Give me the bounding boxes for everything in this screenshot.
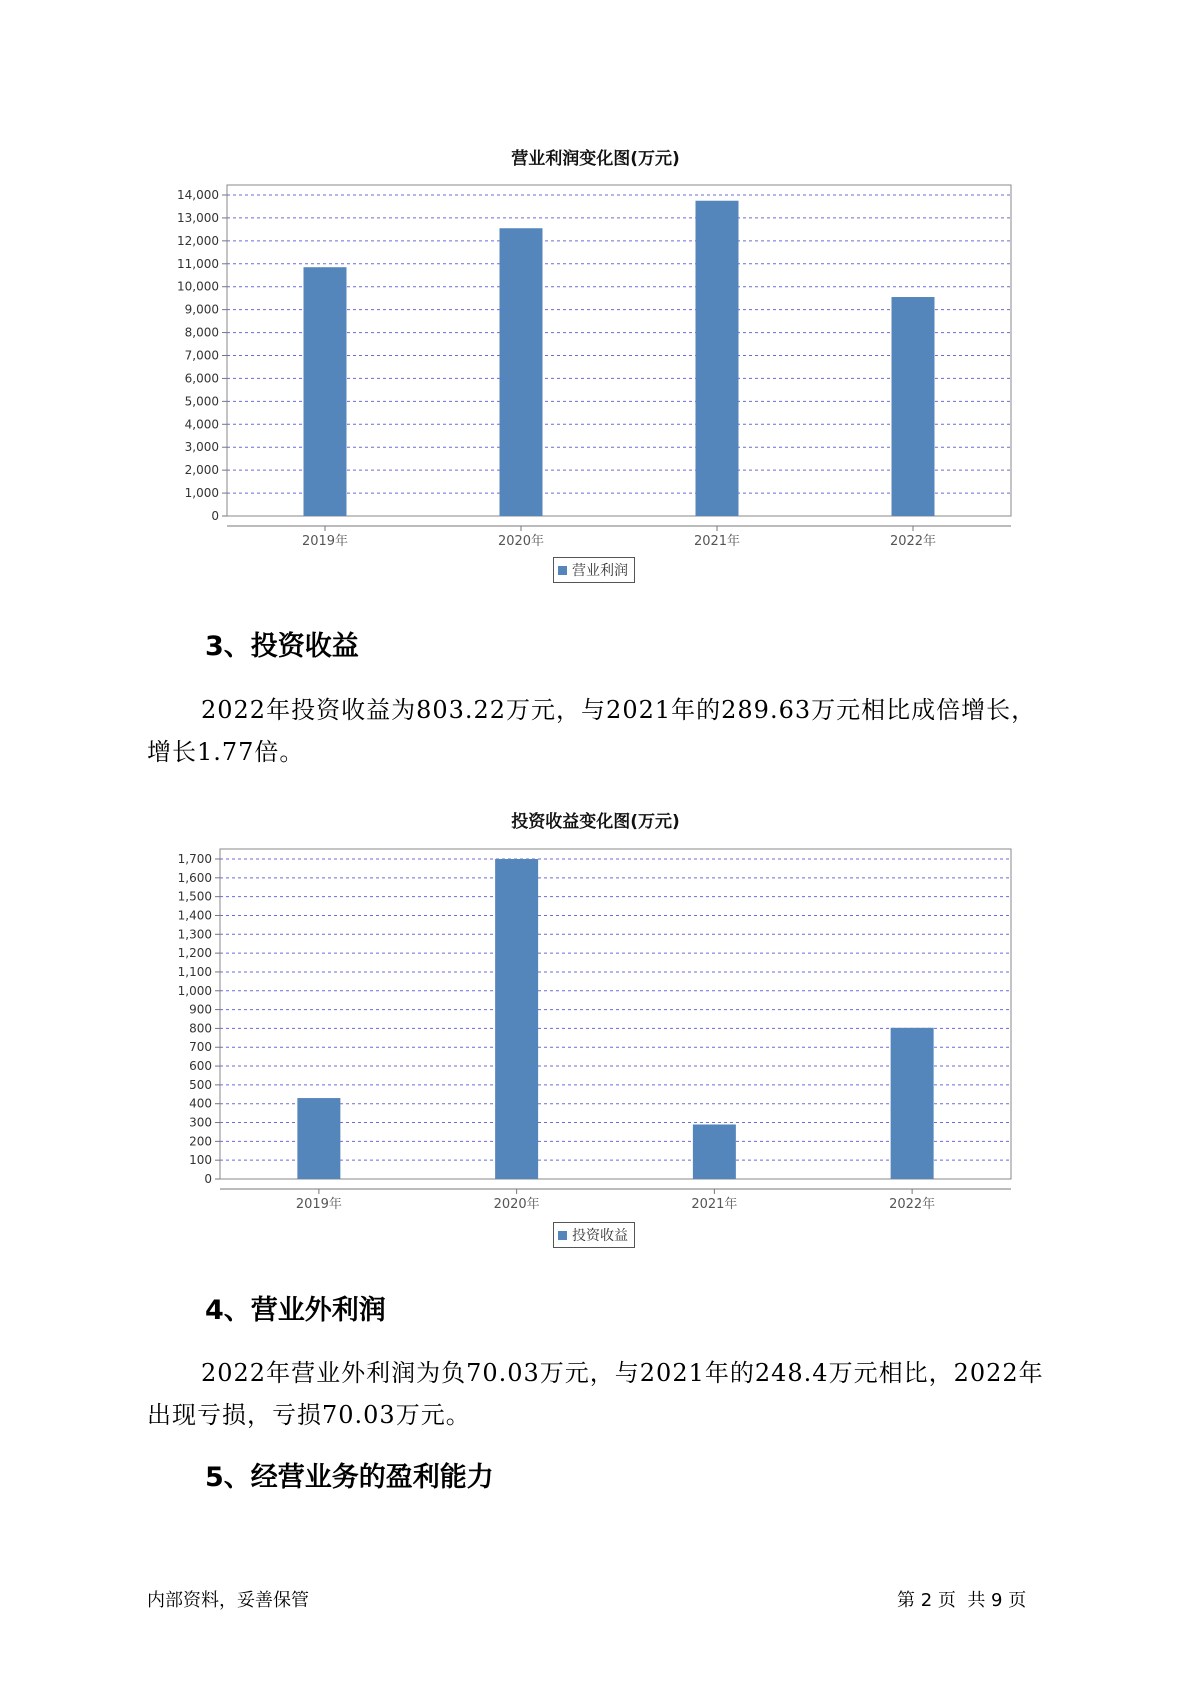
y-tick-label: 11,000 [177, 256, 219, 271]
y-tick-label: 200 [189, 1134, 212, 1149]
bar-2019年 [297, 1098, 340, 1179]
page-number: 第 2 页 共 9 页 [897, 1590, 1027, 1611]
y-tick-label: 1,500 [177, 889, 212, 904]
y-tick-label: 10,000 [177, 279, 219, 294]
chart-2-legend-label: 投资收益 [572, 1228, 628, 1244]
y-tick-label: 8,000 [184, 325, 219, 340]
section-3-heading: 3、投资收益 [205, 631, 359, 662]
x-tick-label: 2022年 [889, 1197, 936, 1212]
y-tick-label: 13,000 [177, 210, 219, 225]
chart-1-legend-label: 营业利润 [572, 563, 628, 579]
y-tick-label: 100 [189, 1153, 212, 1168]
section-4-paragraph: 2022年营业外利润为负70.03万元，与2021年的248.4万元相比，2022年出现亏损，亏损70.03万元。 [147, 1359, 1044, 1429]
section-3-paragraph: 2022年投资收益为803.22万元，与2021年的289.63万元相比成倍增长，增长1.77倍。 [147, 696, 1037, 766]
y-tick-label: 2,000 [184, 463, 219, 478]
y-tick-label: 3,000 [184, 440, 219, 455]
bar-2020年 [495, 859, 538, 1179]
chart-2-title: 投资收益变化图(万元) [511, 812, 680, 832]
y-tick-label: 300 [189, 1115, 212, 1130]
y-tick-label: 0 [204, 1172, 212, 1186]
y-tick-label: 1,300 [177, 927, 212, 942]
y-tick-label: 700 [189, 1040, 212, 1055]
y-tick-label: 400 [189, 1096, 212, 1111]
chart-1-title: 营业利润变化图(万元) [511, 149, 680, 169]
x-tick-label: 2021年 [691, 1197, 738, 1212]
section-4-heading: 4、营业外利润 [205, 1295, 386, 1326]
y-tick-label: 1,000 [177, 983, 212, 998]
y-tick-label: 5,000 [184, 394, 219, 409]
y-tick-label: 14,000 [177, 188, 219, 202]
x-tick-label: 2020年 [493, 1197, 540, 1212]
bar-2022年 [891, 1028, 934, 1179]
y-tick-label: 1,000 [184, 486, 219, 501]
bar-2021年 [693, 1124, 736, 1179]
y-tick-label: 4,000 [184, 417, 219, 432]
y-tick-label: 800 [189, 1021, 212, 1036]
y-tick-label: 6,000 [184, 371, 219, 386]
y-tick-label: 600 [189, 1059, 212, 1074]
y-tick-label: 7,000 [184, 348, 219, 363]
y-tick-label: 0 [211, 509, 219, 523]
y-tick-label: 1,400 [177, 908, 212, 923]
x-tick-label: 2022年 [889, 534, 937, 549]
legend-swatch [558, 1231, 567, 1240]
x-tick-label: 2019年 [295, 1197, 342, 1212]
y-tick-label: 1,700 [177, 852, 212, 866]
y-tick-label: 9,000 [184, 302, 219, 317]
footer-note: 内部资料，妥善保管 [147, 1590, 309, 1611]
x-tick-label: 2021年 [693, 534, 741, 549]
x-tick-label: 2019年 [301, 534, 349, 549]
y-tick-label: 1,200 [177, 946, 212, 961]
section-5-heading: 5、经营业务的盈利能力 [205, 1462, 494, 1493]
y-tick-label: 1,600 [177, 870, 212, 885]
x-tick-label: 2020年 [497, 534, 545, 549]
chart-2-legend [553, 1222, 635, 1248]
y-tick-label: 12,000 [177, 233, 219, 248]
y-tick-label: 900 [189, 1002, 212, 1017]
y-tick-label: 1,100 [177, 964, 212, 979]
y-tick-label: 500 [189, 1077, 212, 1092]
